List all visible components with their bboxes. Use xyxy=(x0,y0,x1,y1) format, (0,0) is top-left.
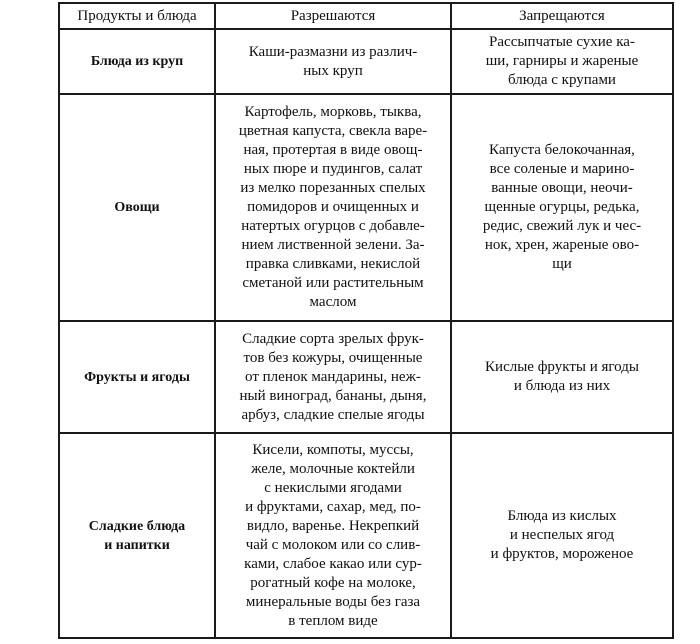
text-line: ных пюре и пудингов, салат xyxy=(243,161,423,177)
table-row xyxy=(59,433,673,638)
text-line: в теплом виде xyxy=(288,612,378,629)
text-line: тов без кожуры, очищенные xyxy=(243,349,423,366)
text-line: Сладкие сорта зрелых фрук- xyxy=(242,330,424,347)
table-row xyxy=(59,94,673,321)
text-line: Картофель, морковь, тыква, xyxy=(244,104,422,120)
text-line: все соленые и марино- xyxy=(489,161,635,177)
text-line: Блюда из кислых xyxy=(507,508,617,524)
text-line: правка сливками, некислой xyxy=(245,256,421,272)
header-allowed: Разрешаются xyxy=(215,3,451,29)
text-line: ками, слабое какао или сур- xyxy=(244,555,422,572)
text-line: рогатный кофе на молоке, xyxy=(250,574,416,591)
category-cell: Овощи xyxy=(59,94,215,321)
text-line: и блюда из них xyxy=(513,378,611,394)
text-line: сметаной или растительным xyxy=(242,275,424,291)
text-line: блюда с крупами xyxy=(508,72,616,88)
text-line: цветная капуста, свекла варе- xyxy=(238,123,428,139)
text-line: и неспелых ягод xyxy=(509,527,615,543)
text-line: ванные овощи, неочи- xyxy=(491,180,633,196)
text-line: желе, молочные коктейли xyxy=(251,460,415,477)
text-line: редис, свежий лук и чес- xyxy=(482,218,642,234)
text-line: Кисели, компоты, муссы, xyxy=(252,441,414,458)
text-line: помидоров и очищенных и xyxy=(247,199,419,215)
text-line: от пленок мандарины, неж- xyxy=(245,368,421,385)
text-line: из мелко порезанных спелых xyxy=(240,180,426,196)
text-line: нием лиственной зелени. За- xyxy=(241,237,425,253)
text-line: ши, гарниры и жареные xyxy=(485,53,639,69)
text-line: ный виноград, бананы, дыня, xyxy=(239,387,427,404)
text-line: и фруктами, сахар, мед, по- xyxy=(245,498,421,515)
header-products: Продукты и блюда xyxy=(59,3,215,29)
text-line: маслом xyxy=(309,294,357,310)
text-line: и фруктов, мороженое xyxy=(490,546,634,562)
text-line: Каши-размазни из различ- xyxy=(248,43,418,60)
category-cell: Фрукты и ягоды xyxy=(59,321,215,433)
allowed-cell xyxy=(215,321,451,433)
category-cell xyxy=(59,433,215,638)
diet-table xyxy=(58,2,674,639)
table-row xyxy=(59,29,673,94)
text-line: щи xyxy=(552,256,572,272)
forbidden-cell xyxy=(451,433,673,638)
text-line: ных круп xyxy=(303,62,363,79)
forbidden-cell xyxy=(451,321,673,433)
text-line: щенные огурцы, редька, xyxy=(484,199,640,215)
text-line: арбуз, сладкие спелые ягоды xyxy=(241,406,425,423)
text-line: с некислыми ягодами xyxy=(264,479,402,496)
text-line: видло, варенье. Некрепкий xyxy=(246,517,420,534)
diet-table-container xyxy=(58,2,642,639)
allowed-cell xyxy=(215,94,451,321)
text-line: Рассыпчатые сухие ка- xyxy=(489,34,635,50)
category-line: и напитки xyxy=(104,537,170,553)
forbidden-cell xyxy=(451,29,673,94)
text-line: ная, протертая в виде овощ- xyxy=(243,142,423,158)
text-line: Кислые фрукты и ягоды xyxy=(485,359,639,375)
category-cell: Блюда из круп xyxy=(59,29,215,94)
forbidden-cell xyxy=(451,94,673,321)
text-line: чай с молоком или со слив- xyxy=(245,536,421,553)
text-line: нок, хрен, жареные ово- xyxy=(484,237,640,253)
text-line: Капуста белокочанная, xyxy=(489,142,635,158)
category-line: Сладкие блюда xyxy=(88,518,186,534)
text-line: натертых огурцов с добавле- xyxy=(241,218,425,234)
allowed-cell xyxy=(215,29,451,94)
table-row xyxy=(59,321,673,433)
header-row xyxy=(59,3,673,29)
text-line: минеральные воды без газа xyxy=(245,593,421,610)
header-forbidden: Запрещаются xyxy=(451,3,673,29)
allowed-cell xyxy=(215,433,451,638)
